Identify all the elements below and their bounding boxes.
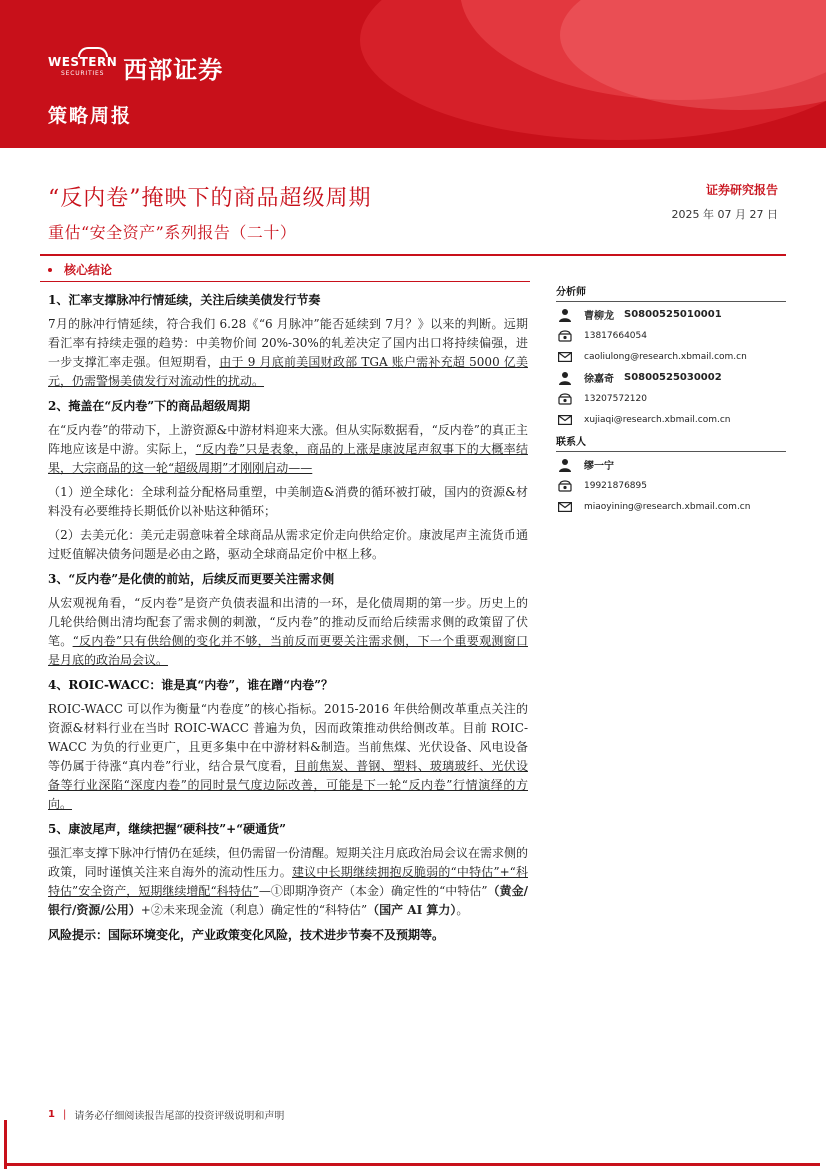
core-divider: [40, 281, 530, 282]
analyst-name: 徐嘉奇: [584, 374, 614, 385]
report-date: 2025 年 07 月 27 日: [671, 208, 778, 221]
analyst-panel: [556, 280, 786, 517]
email-icon: [556, 350, 574, 364]
contact-name: 缪一宁: [584, 461, 614, 472]
analyst-email-row[interactable]: [556, 346, 786, 367]
section-heading: 4、ROIC-WACC：谁是真“内卷”，谁在蹭“内卷”？: [48, 678, 333, 692]
phone-icon: [556, 329, 574, 343]
bullet-icon: [48, 268, 52, 272]
analyst-phone-row: [556, 325, 786, 346]
contact-phone-row: [556, 475, 786, 496]
phone-icon: [556, 392, 574, 406]
corner-decoration: [4, 1120, 7, 1169]
logo-english-sub: SECURITIES: [61, 69, 105, 77]
contact-phone: 19921876895: [584, 480, 647, 491]
analyst-license: S0800525010001: [624, 309, 722, 320]
person-icon: [556, 458, 574, 472]
risk-warning: 风险提示：国际环境变化，产业政策变化风险，技术进步节奏不及预期等。: [48, 928, 445, 942]
footer-separator: |: [62, 1109, 67, 1120]
report-subtitle: 重估“安全资产”系列报告（二十）: [48, 223, 297, 242]
main-body: [48, 288, 528, 945]
analyst-email-row[interactable]: [556, 409, 786, 430]
person-icon: [556, 371, 574, 385]
logo-english-name: WESTERN: [48, 54, 118, 69]
analyst-name: 曹柳龙: [584, 311, 614, 322]
title-divider: [40, 254, 786, 256]
section-heading: 2、掩盖在“反内卷”下的商品超级周期: [48, 399, 251, 413]
logo-chinese-name: 西部证券: [123, 56, 224, 84]
core-conclusion-label: 核心结论: [64, 263, 113, 277]
analyst-phone: 13207572120: [584, 393, 647, 404]
analyst-license: S0800525030002: [624, 372, 722, 383]
analyst-heading: 分析师: [556, 283, 786, 302]
footer-disclaimer: 请务必仔细阅读报告尾部的投资评级说明和声明: [74, 1111, 285, 1122]
report-title: “反内卷”掩映下的商品超级周期: [48, 186, 372, 211]
contact-email-row[interactable]: [556, 496, 786, 517]
contact-email[interactable]: miaoyining@research.xbmail.com.cn: [584, 501, 751, 512]
section-heading: 5、康波尾声，继续把握“硬科技”+“硬通货”: [48, 822, 287, 836]
section-paragraph: ROIC-WACC 可以作为衡量“内卷度”的核心指标。2015-2016 年供给侧改革重点关注的资源&材料行业在当时 ROIC-WACC 普遍为负，因而政策推动供给侧改革。目前 ROIC-WACC 为负的行业更广，且更多集中在中游材料&制造。当前焦煤、光伏设备、风电设备等仍属于待涨“真内卷”行业，结合景气度看，目前焦炭、普钢、塑料、玻璃玻纤、光伏设备等行业深陷“深度内卷”的同时景气度边际改善，可能是下一轮“反内卷”行情演绎的方向。: [48, 702, 528, 811]
report-series-label: 策略周报: [48, 105, 133, 127]
header-banner: [0, 0, 826, 148]
analyst-phone: 13817664054: [584, 330, 647, 341]
bottom-rule: [4, 1163, 820, 1166]
analyst-email[interactable]: caoliulong@research.xbmail.com.cn: [584, 351, 747, 362]
phone-icon: [556, 479, 574, 493]
email-icon: [556, 413, 574, 427]
core-conclusion-heading: [48, 261, 112, 278]
email-icon: [556, 500, 574, 514]
analyst-phone-row: [556, 388, 786, 409]
contact-name-row: [556, 454, 786, 475]
company-logo: [48, 50, 223, 85]
section-paragraph: 7月的脉冲行情延续，符合我们 6.28《“6 月脉冲”能否延续到 7月？》以来的判断。远期看汇率有持续走强的趋势：中美物价间 20%-30%的轧差决定了国内出口将持续偏强，进一步支撑汇率走强。但短期看，由于 9 月底前美国财政部 TGA 账户需补充超 5000 亿美元，仍需警惕美债发行对流动性的扰动。: [48, 317, 528, 388]
person-icon: [556, 308, 574, 322]
section-heading: 3、“反内卷”是化债的前站，后续反而更要关注需求侧: [48, 572, 335, 586]
bull-horns-icon: [78, 47, 108, 57]
page-number: 1: [48, 1109, 55, 1120]
section-paragraph: 从宏观视角看，“反内卷”是资产负债表温和出清的一环，是化债周期的第一步。历史上的几轮供给侧出清均配套了需求侧的刺激，“反内卷”的推动反而给后续需求侧的政策留了伏笔。“反内卷”只有供给侧的变化并不够，当前反而更要关注需求侧，下一个重要观测窗口是月底的政治局会议。: [48, 596, 528, 667]
section-paragraph: （2）去美元化：美元走弱意味着全球商品从需求定价走向供给定价。康波尾声主流货币通过贬值解决债务问题是必由之路，驱动全球商品定价中枢上移。: [48, 528, 528, 561]
section-paragraph: 在“反内卷”的带动下，上游资源&中游材料迎来大涨。但从实际数据看，“反内卷”的真正主阵地应该是中游。实际上，“反内卷”只是表象，商品的上涨是康波尾声叙事下的大概率结果，大宗商品的这一轮“超级周期”才刚刚启动——: [48, 423, 528, 475]
section-paragraph: 强汇率支撑下脉冲行情仍在延续，但仍需留一份清醒。短期关注月底政治局会议在需求侧的政策，同时谨慎关注来自海外的流动性压力。建议中长期继续拥抱反脆弱的“中特估”+“科特估”安全资产，短期继续增配“科特估”—①即期净资产（本金）确定性的“中特估”（黄金/银行/资源/公用）+②未来现金流（利息）确定性的“科特估”（国产 AI 算力）。: [48, 846, 529, 917]
analyst-name-row: [556, 367, 786, 388]
report-type-label: 证券研究报告: [705, 183, 778, 197]
analyst-name-row: [556, 304, 786, 325]
page-footer: [48, 1107, 284, 1122]
analyst-email[interactable]: xujiaqi@research.xbmail.com.cn: [584, 414, 731, 425]
section-heading: 1、汇率支撑脉冲行情延续，关注后续美债发行节奏: [48, 293, 321, 307]
section-paragraph: （1）逆全球化：全球利益分配格局重塑，中美制造&消费的循环被打破，国内的资源&材料没有必要维持长期低价以补贴这种循环；: [48, 485, 528, 518]
contact-heading: 联系人: [556, 433, 786, 452]
